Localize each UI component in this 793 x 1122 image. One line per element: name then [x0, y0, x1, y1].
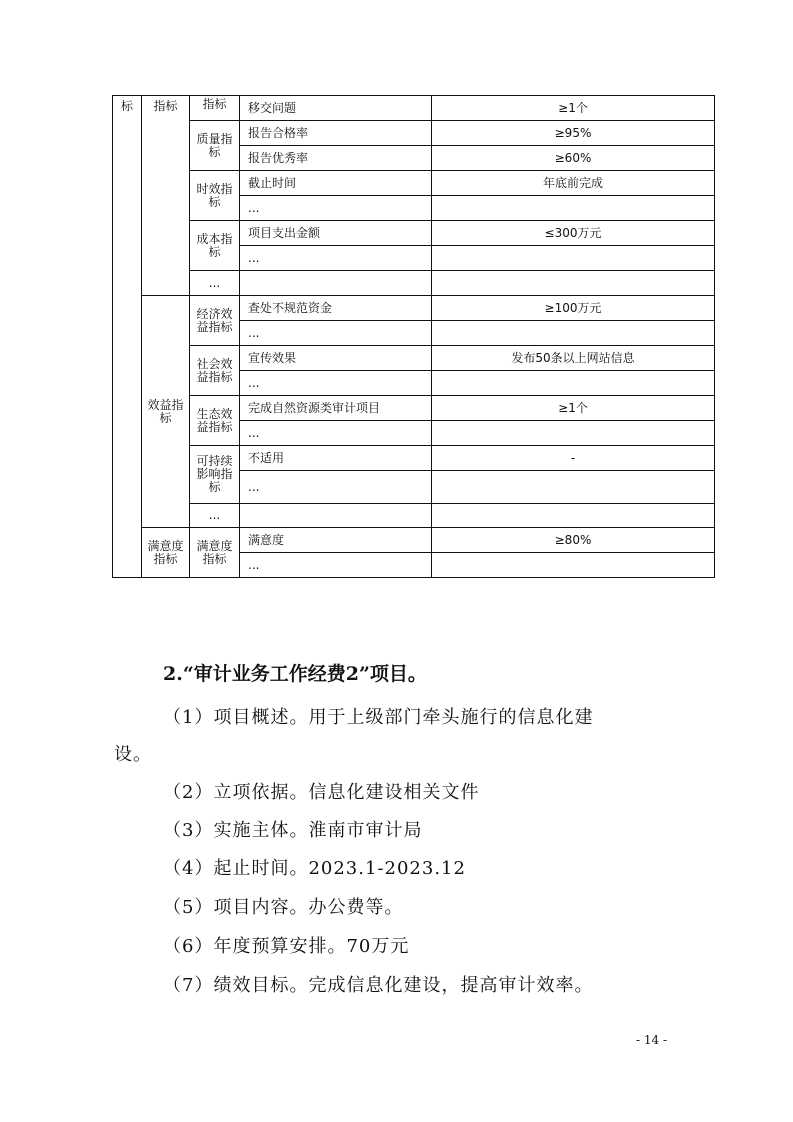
indicator-name-cell: ...: [240, 553, 432, 578]
indicator-name-cell: ...: [240, 196, 432, 221]
indicator-name-cell: ...: [240, 371, 432, 396]
level3-indicator-cell: ...: [190, 504, 240, 528]
level3-indicator-cell: 质量指标: [190, 121, 240, 171]
indicator-value-cell: [432, 271, 715, 296]
project-period: （4）起止时间。2023.1-2023.12: [163, 858, 466, 879]
indicator-name-cell: 不适用: [240, 446, 432, 471]
indicator-name-cell: 查处不规范资金: [240, 296, 432, 321]
indicator-value-cell: ≤300万元: [432, 221, 715, 246]
level3-indicator-cell: 满意度指标: [190, 528, 240, 578]
indicator-value-cell: ≥60%: [432, 146, 715, 171]
level3-indicator-cell: 可持续影响指标: [190, 446, 240, 504]
indicator-value-cell: ≥100万元: [432, 296, 715, 321]
table-row: [113, 504, 715, 528]
level3-indicator-cell: 社会效益指标: [190, 346, 240, 396]
level3-indicator-cell: 成本指标: [190, 221, 240, 271]
project-overview-line1: （1）项目概述。用于上级部门牵头施行的信息化建: [163, 707, 594, 728]
level2-benefit-indicator-cell: 效益指标: [142, 296, 190, 528]
table-row: [113, 346, 715, 371]
level3-indicator-cell: 生态效益指标: [190, 396, 240, 446]
indicator-value-cell: [432, 371, 715, 396]
performance-indicator-table: [112, 95, 715, 578]
table-row: [113, 296, 715, 321]
table-row: [113, 121, 715, 146]
indicator-name-cell: 截止时间: [240, 171, 432, 196]
level3-indicator-cell: 时效指标: [190, 171, 240, 221]
indicator-value-cell: [432, 471, 715, 504]
indicator-value-cell: ≥1个: [432, 396, 715, 421]
indicator-value-cell: ≥1个: [432, 96, 715, 121]
indicator-name-cell: 项目支出金额: [240, 221, 432, 246]
table-row: [113, 171, 715, 196]
indicator-name-cell: 报告优秀率: [240, 146, 432, 171]
indicator-name-cell: 满意度: [240, 528, 432, 553]
level1-indicator-cell: 标: [113, 96, 142, 578]
level3-indicator-cell: 经济效益指标: [190, 296, 240, 346]
indicator-name-cell: 移交问题: [240, 96, 432, 121]
performance-goal: （7）绩效目标。完成信息化建设，提高审计效率。: [163, 975, 594, 996]
table-row: [113, 446, 715, 471]
indicator-value-cell: [432, 196, 715, 221]
indicator-value-cell: [432, 421, 715, 446]
indicator-name-cell: [240, 504, 432, 528]
indicator-value-cell: [432, 246, 715, 271]
table-row: [113, 528, 715, 553]
indicator-name-cell: 完成自然资源类审计项目: [240, 396, 432, 421]
level2-satisfaction-indicator-cell: 满意度指标: [142, 528, 190, 578]
project-basis: （2）立项依据。信息化建设相关文件: [163, 782, 480, 803]
section-heading: 2.“审计业务工作经费2”项目。: [163, 663, 427, 685]
implementing-entity: （3）实施主体。淮南市审计局: [163, 820, 423, 841]
level3-indicator-cell: 指标: [190, 96, 240, 121]
indicator-value-cell: ≥80%: [432, 528, 715, 553]
indicator-value-cell: 年底前完成: [432, 171, 715, 196]
table-row: [113, 396, 715, 421]
indicator-value-cell: [432, 553, 715, 578]
indicator-name-cell: [240, 271, 432, 296]
indicator-value-cell: -: [432, 446, 715, 471]
level2-output-indicator-cell: 指标: [142, 96, 190, 296]
indicator-name-cell: 报告合格率: [240, 121, 432, 146]
level3-indicator-cell: ...: [190, 271, 240, 296]
project-content: （5）项目内容。办公费等。: [163, 897, 404, 918]
table-row: [113, 221, 715, 246]
indicator-name-cell: ...: [240, 321, 432, 346]
table-row: [113, 96, 715, 121]
indicator-value-cell: [432, 321, 715, 346]
indicator-name-cell: 宣传效果: [240, 346, 432, 371]
indicator-value-cell: 发布50条以上网站信息: [432, 346, 715, 371]
project-overview-line2: 设。: [114, 744, 152, 765]
indicator-value-cell: ≥95%: [432, 121, 715, 146]
page-number: - 14 -: [636, 1033, 668, 1047]
indicator-name-cell: ...: [240, 421, 432, 446]
table-row: [113, 271, 715, 296]
annual-budget: （6）年度预算安排。70万元: [163, 936, 410, 957]
indicator-value-cell: [432, 504, 715, 528]
indicator-name-cell: ...: [240, 471, 432, 504]
indicator-name-cell: ...: [240, 246, 432, 271]
